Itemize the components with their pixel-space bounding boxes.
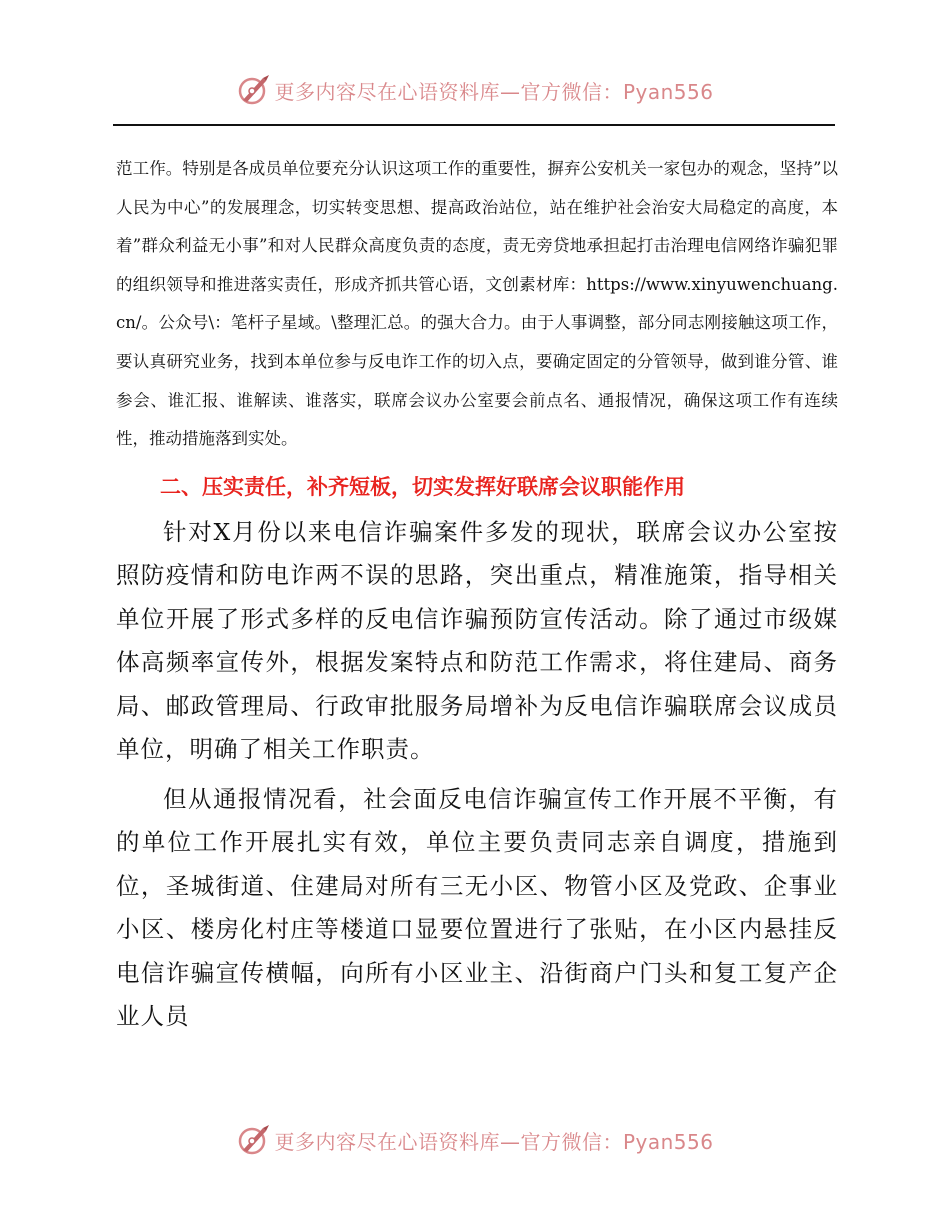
- header-banner-text: 更多内容尽在心语资料库—官方微信：Pyan556: [274, 79, 714, 104]
- header-banner: [0, 70, 950, 110]
- body-paragraph-1: 范工作。特别是各成员单位要充分认识这项工作的重要性，摒弃公安机关一家包办的观念，坚持”以人民为中心”的发展理念，切实转变思想、提高政治站位，站在维护社会治安大局稳定的高度，本着”群众利益无小事”和对人民群众高度负责的态度，责无旁贷地承担起打击治理电信网络诈骗犯罪的组织领导和推进落实责任，形成齐抓共管心语，文创素材库：https://www.xinyuwenchuang.cn/。公众号\：笔杆子星域。\整理汇总。的强大合力。由于人事调整，部分同志刚接触这项工作，要认真研究业务，找到本单位参与反电诈工作的切入点，要确定固定的分管领导，做到谁分管、谁参会、谁汇报、谁解读、谁落实，联席会议办公室要会前点名、通报情况，确保这项工作有连续性，推动措施落到实处。: [116, 159, 838, 449]
- quill-circle-logo-icon: [236, 1123, 270, 1157]
- footer-banner: [0, 1120, 950, 1160]
- body-paragraph-3: 但从通报情况看，社会面反电信诈骗宣传工作开展不平衡，有的单位工作开展扎实有效，单位主要负责同志亲自调度，措施到位，圣城街道、住建局对所有三无小区、物管小区及党政、企事业小区、楼房化村庄等楼道口显要位置进行了张贴，在小区内悬挂反电信诈骗宣传横幅，向所有小区业主、沿街商户门头和复工复产企业人员: [116, 784, 838, 1031]
- header-divider: [113, 124, 835, 126]
- document-body: [116, 150, 838, 1039]
- section-heading: 二、压实责任，补齐短板，切实发挥好联席会议职能作用: [160, 474, 685, 499]
- footer-banner-text: 更多内容尽在心语资料库—官方微信：Pyan556: [274, 1129, 714, 1154]
- body-paragraph-2: 针对X月份以来电信诈骗案件多发的现状，联席会议办公室按照防疫情和防电诈两不误的思路，突出重点，精准施策，指导相关单位开展了形式多样的反电信诈骗预防宣传活动。除了通过市级媒体高频率宣传外，根据发案特点和防范工作需求，将住建局、商务局、邮政管理局、行政审批服务局增补为反电信诈骗联席会议成员单位，明确了相关工作职责。: [116, 517, 838, 764]
- quill-circle-logo-icon: [236, 73, 270, 107]
